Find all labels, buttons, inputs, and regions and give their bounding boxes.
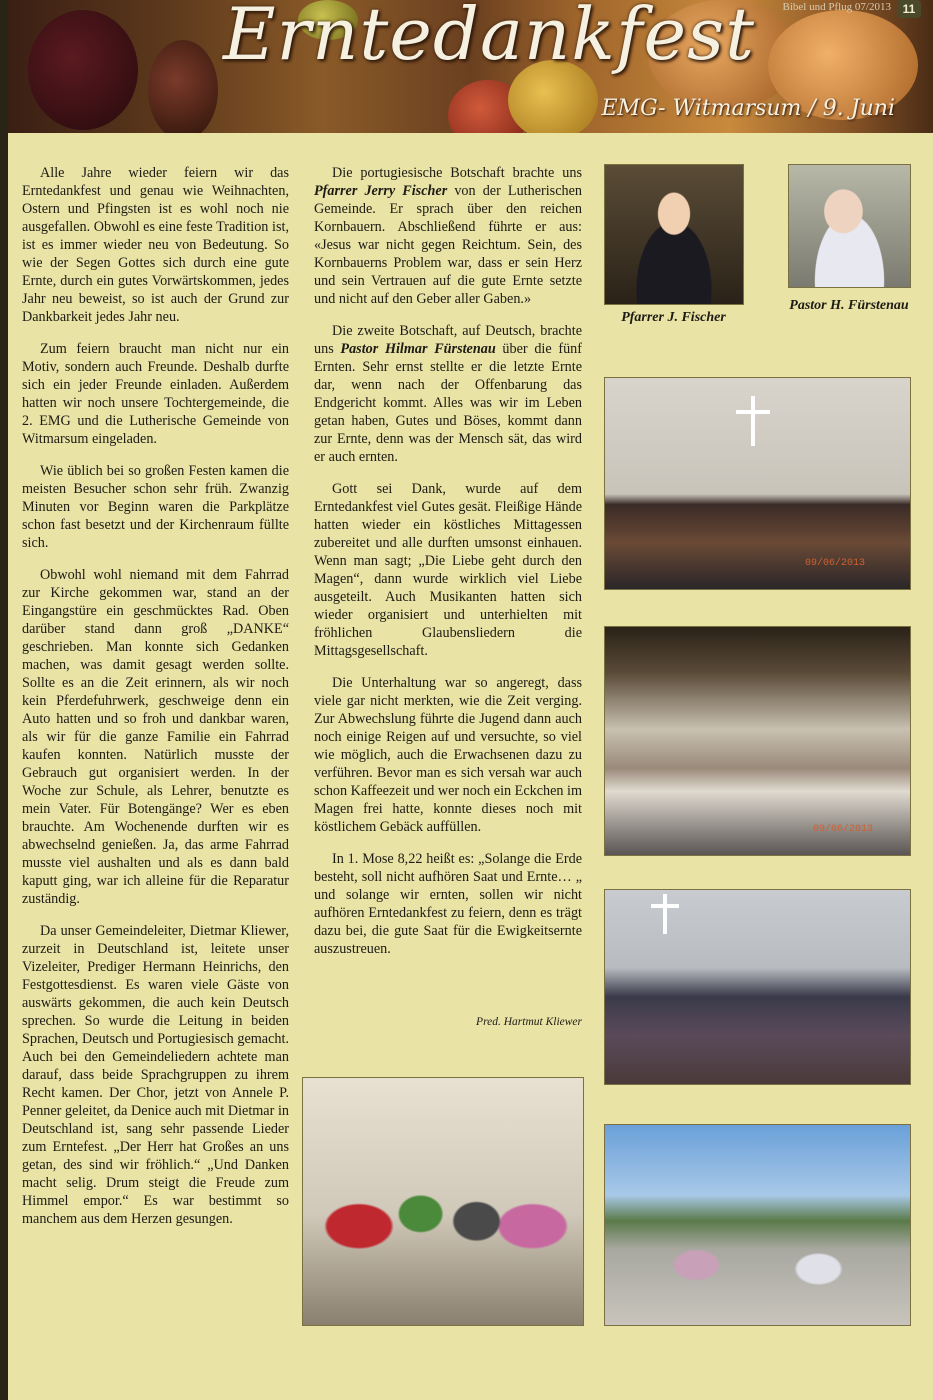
photo-girls-dirndl [302,1077,584,1326]
caption-fuerstenau: Pastor H. Fürstenau [789,298,909,313]
paragraph: Gott sei Dank, wurde auf dem Erntedankfest viel Gutes gesät. Fleißige Hände hatten wieder ein köstliches Mittagessen zubereitet und alle durften umsonst einhauen. Wenn man sagt; „Die Liebe geht durch den Magen“, dann wurde wirklich viel Liebe ausgeteilt. Auch Musikanten hatten sich wieder organisiert und unterhielten mit fröhlichen Glaubensliedern die Mittagsgesellschaft. [314,481,582,659]
cross-icon [751,396,755,446]
speaker-name: Pfarrer Jerry Fischer [314,183,448,199]
photo-lunch-hall [604,626,911,856]
running-head: Bibel und Pflug 07/2013 [782,1,891,13]
page-spine [0,0,8,1400]
page-title: Erntedankfest [223,0,756,76]
cross-icon [663,894,667,934]
author-signature: Pred. Hartmut Kliewer [476,1016,582,1028]
jar-image [148,40,218,133]
paragraph: Alle Jahre wieder feiern wir das Erntedankfest und genau wie Weihnachten, Ostern und Pfingsten ist es wohl noch nie ausgefallen. Obwohl es eine feste Tradition ist, ist es immer wieder neu von Bedeutung. So wie der Segen Gottes sich durch eine gute Ernte, durch ein gutes Vorwärtskommen, jedes Jahr neu beweist, so ist auch der Grund zur Dankbarkeit jedes Jahr neu. [22,165,289,325]
photo-pfarrer-fischer [604,164,744,305]
paragraph: Die portugiesische Botschaft brachte uns Pfarrer Jerry Fischer von der Lutherischen Gemeinde. Er sprach über den reichen Kornbauern. Abschließend führte er aus: «Jesus war nicht gegen Reichtum. Sein, des Kornbauerns Problem war, dass er sein Herz und sein Vertrauen auf die gute Ernte setzte und nicht auf den Geber aller Gaben.» [314,165,582,307]
photo-congregation [604,889,911,1085]
paragraph: Die Unterhaltung war so angeregt, dass viele gar nicht merkten, wie die Zeit verging. Zur Abwechslung führte die Jugend dann auch noch einige Reigen auf und versuchte, so viel wie möglich, auch die Erwachsenen dazu zu verführen. Bevor man es sich versah war auch schon Kaffeezeit und wer noch ein Eckchen im Magen frei hatte, konnte dieses noch mit köstlichem Gebäck auffüllen. [314,675,583,835]
page-number: 11 [897,0,921,18]
article-column-1 [22,164,289,1242]
event-subtitle: EMG- Witmarsum / 9. Juni [601,96,895,121]
photo-choir-stage [604,377,911,590]
wine-jug-image [28,10,138,130]
speaker-name: Pastor Hilmar Fürstenau [340,341,496,357]
photo-date-stamp: 09/06/2013 [813,824,874,835]
paragraph: Wie üblich bei so großen Festen kamen die meisten Besucher schon sehr früh. Zwanzig Minuten vor Beginn waren die Parkplätze schon fast besetzt und der Kirchenraum füllte sich. [22,463,289,551]
caption-fischer: Pfarrer J. Fischer [621,310,726,325]
paragraph: Zum feiern braucht man nicht nur ein Motiv, sondern auch Freunde. Deshalb durfte sich ein jeder Freunde einladen. Außerdem hatten wir noch unsere Tochtergemeinde, die 2. EMG und die Lutherische Gemeinde von Witmarsum eingeladen. [22,341,289,447]
paragraph: Da unser Gemeindeleiter, Dietmar Kliewer, zurzeit in Deutschland ist, leitete unser Vizeleiter, Prediger Hermann Heinrichs, den Festgottesdienst. Es waren viele Gäste von auswärts gekommen, die auch kein Deutsch sprechen. So wurde die Leitung in beiden Sprachen, Deutsch und Portugiesisch gemacht. Auch bei den Gemeindeliedern achtete man darauf, dass beide Sprachgruppen zu ihrem Recht kamen. Der Chor, jetzt von Annele P. Penner geleitet, da Denice auch mit Dietmar in Deutschland ist, sang sehr passende Lieder zum Erntefest. „Der Herr hat Großes an uns getan, des sind wir fröhlich.“ „Und Danken macht selig. Drum steigt die Freude zum Himmel empor.“ Es war bestimmt so manchem aus dem Herzen gesungen. [22,923,289,1227]
article-column-2 [314,164,582,972]
photo-folk-dance [604,1124,911,1326]
paragraph: Obwohl wohl niemand mit dem Fahrrad zur Kirche gekommen war, stand an der Eingangstüre ein geschmücktes Rad. Oben darüber stand dann groß „DANKE“ geschrieben. Man konnte sich Gedanken machen, was damit gesagt werden sollte. Sollte es an die Zeit erinnern, als wir noch kein Pferdefuhrwerk, geschweige denn ein Auto hatten und so froh und dankbar waren, als wir für die ganze Familie ein Fahrrad kaufen konnten. Natürlich musste der Gebrauch gut organisiert werden. In der Woche zur Schule, als Lehrer, benutzte es mein Vater. Für Botengänge? Wer es eben brauchte. Am Wochenende durften wir es abwechselnd genießen. Ja, das arme Fahrrad musste viel aushalten und als es dann bald kaputt ging, war ich alleine für die Reparatur zuständig. [22,567,289,907]
paragraph: In 1. Mose 8,22 heißt es: „Solange die Erde besteht, soll nicht aufhören Saat und Ernte… „ und solange wir ernten, sollen wir nicht aufhören Erntedankfest zu feiern, denn es trägt dazu bei, die gute Saat für die Ewigkeitsernte auszustreuen. [314,851,582,957]
paragraph: Die zweite Botschaft, auf Deutsch, brachte uns Pastor Hilmar Fürstenau über die fünf Ernten. Sehr ernst stellte er die letzte Ernte dar, wenn nach der Offenbarung das Endgericht kommt. Alles was wir im Leben getan haben, Gutes und Böses, kommt dann zur Ernte, denn was der Mensch sät, das wird er auch ernten. [314,323,582,465]
photo-date-stamp: 09/06/2013 [805,558,866,569]
photo-pastor-fuerstenau [788,164,911,288]
header-banner [8,0,933,133]
